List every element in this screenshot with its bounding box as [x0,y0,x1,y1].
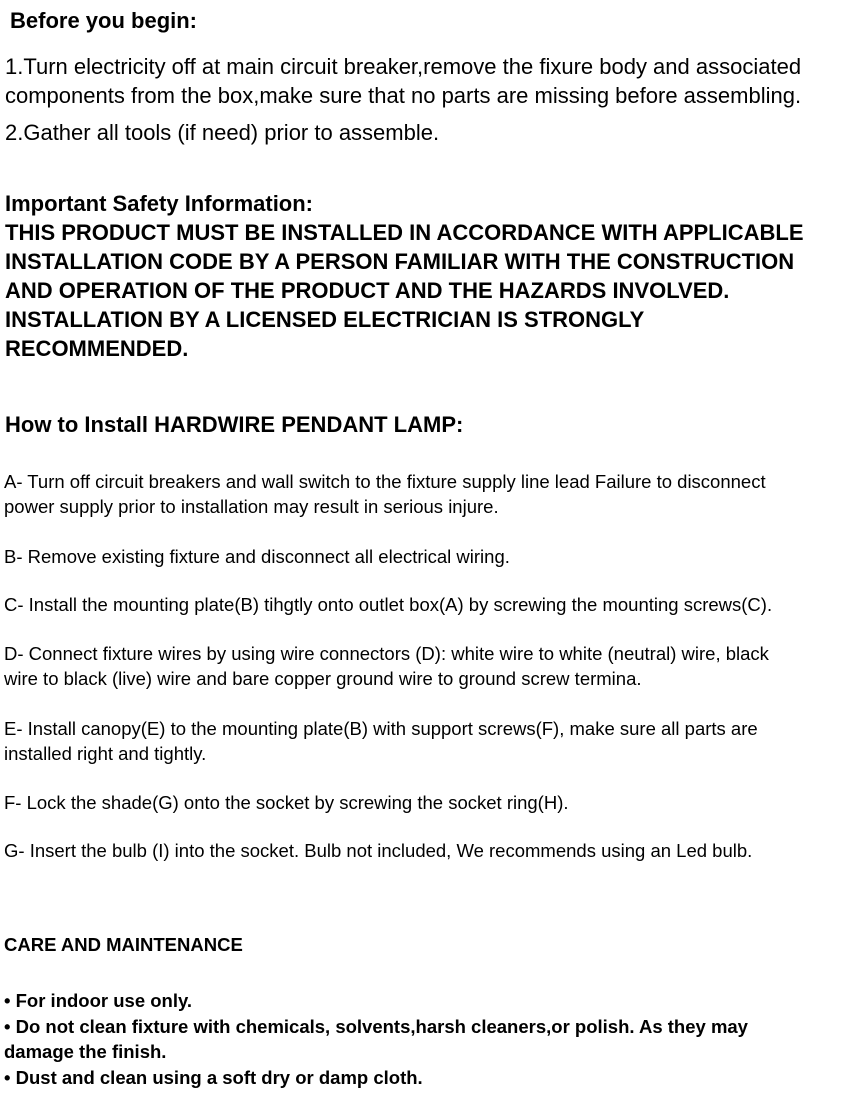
install-step-f [4,791,569,816]
safety-section [5,189,804,363]
care-item: • For indoor use only. [4,990,193,1011]
install-step-a [4,470,766,519]
step-line: F- Lock the shade(G) onto the socket by screwing the socket ring(H). [4,792,569,813]
step-line: D- Connect fixture wires by using wire connectors (D): white wire to white (neutral) wire, black [4,643,769,664]
before-item-1 [5,52,801,110]
step-line: A- Turn off circuit breakers and wall switch to the fixture supply line lead Failure to disconnect [4,471,766,492]
install-heading: How to Install HARDWIRE PENDANT LAMP: [5,412,464,437]
safety-line: INSTALLATION CODE BY A PERSON FAMILIAR WITH THE CONSTRUCTION [5,249,795,274]
install-step-g [4,839,752,864]
step-line: G- Insert the bulb (I) into the socket. Bulb not included, We recommends using an Led bulb. [4,840,753,861]
before-you-begin-heading: Before you begin: [10,8,198,33]
step-line: C- Install the mounting plate(B) tihgtly onto outlet box(A) by screwing the mounting screws(C). [4,594,773,615]
safety-line: RECOMMENDED. [5,336,189,361]
install-step-e [4,717,758,766]
care-list [4,988,748,1090]
step-line: power supply prior to installation may result in serious injure. [4,495,499,517]
safety-heading: Important Safety Information: [5,191,314,216]
before-item-2: 2.Gather all tools (if need) prior to assemble. [5,120,440,145]
care-item: • Do not clean fixture with chemicals, solvents,harsh cleaners,or polish. As they may [4,1015,748,1037]
install-step-c [4,593,772,618]
install-step-b [4,545,510,570]
step-line: B- Remove existing fixture and disconnect all electrical wiring. [4,546,510,567]
safety-line: THIS PRODUCT MUST BE INSTALLED IN ACCORDANCE WITH APPLICABLE [5,220,804,245]
step-line: installed right and tightly. [4,742,207,764]
care-item: damage the finish. [4,1041,167,1062]
before-item-1-line-1: 1.Turn electricity off at main circuit breaker,remove the fixure body and associated [5,54,802,79]
before-item-1-line-2: components from the box,make sure that no parts are missing before assembling. [5,83,802,108]
care-item: • Dust and clean using a soft dry or damp cloth. [4,1066,423,1088]
safety-line: INSTALLATION BY A LICENSED ELECTRICIAN IS STRONGLY [5,307,645,332]
care-heading: CARE AND MAINTENANCE [4,934,243,955]
install-step-d [4,642,769,691]
safety-line: AND OPERATION OF THE PRODUCT AND THE HAZARDS INVOLVED. [5,278,730,303]
step-line: E- Install canopy(E) to the mounting plate(B) with support screws(F), make sure all parts are [4,718,758,739]
step-line: wire to black (live) wire and bare copper ground wire to ground screw termina. [4,667,642,689]
